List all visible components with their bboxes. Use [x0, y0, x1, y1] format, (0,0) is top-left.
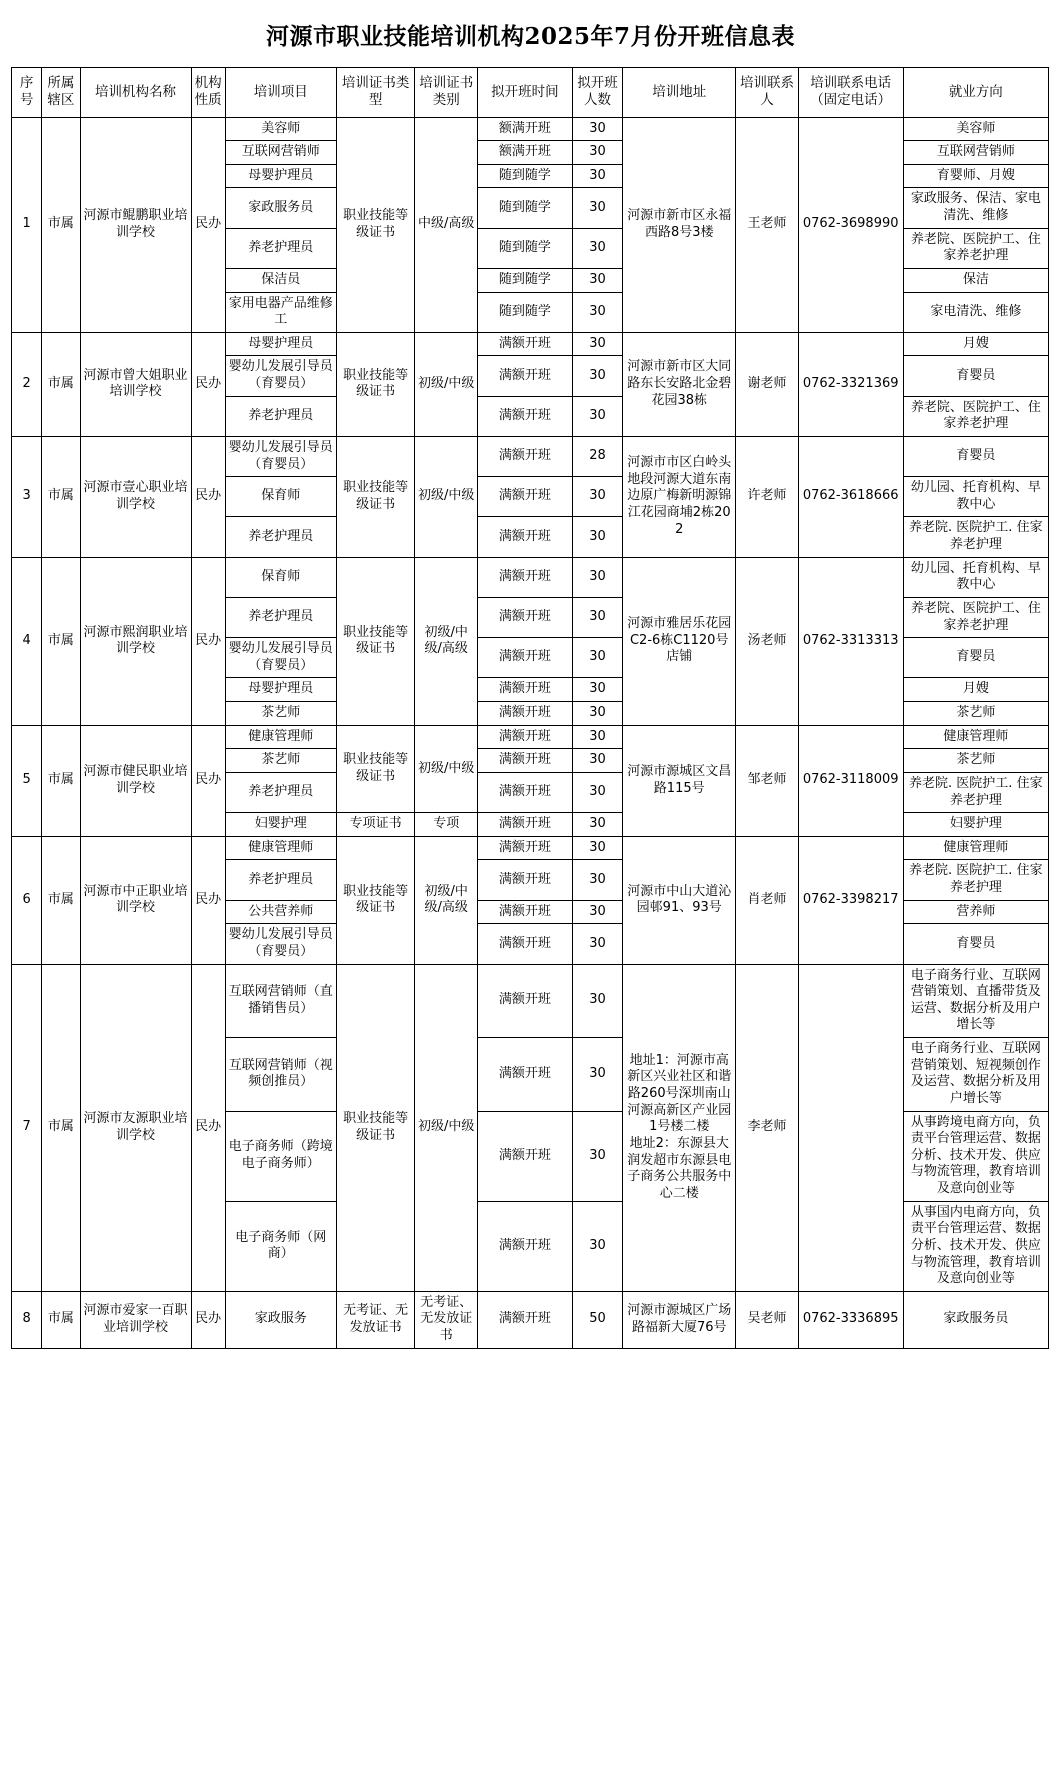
cell-start-time: 满额开班 [477, 1291, 572, 1348]
cell-start-time: 满额开班 [477, 813, 572, 837]
cell-nature: 民办 [191, 836, 225, 964]
cell-address: 河源市新市区永福西路8号3楼 [623, 117, 736, 332]
col-header-phone: 培训联系电话（固定电话） [798, 68, 903, 118]
table-row [12, 117, 1049, 141]
cell-start-time: 满额开班 [477, 638, 572, 678]
cell-project: 养老护理员 [225, 517, 336, 557]
cell-headcount: 30 [572, 164, 622, 188]
cell-direction: 月嫂 [903, 332, 1048, 356]
cell-address: 河源市市区白岭头地段河源大道东南边原广梅新明源锦江花园商埔2栋202 [623, 436, 736, 557]
cell-direction: 茶艺师 [903, 702, 1048, 726]
table-body [12, 117, 1049, 1348]
cell-project: 家政服务 [225, 1291, 336, 1348]
cell-contact: 李老师 [736, 964, 799, 1291]
cell-headcount: 30 [572, 860, 622, 900]
cell-headcount: 50 [572, 1291, 622, 1348]
cell-address: 河源市源城区文昌路115号 [623, 725, 736, 836]
cell-project: 互联网营销师（直播销售员） [225, 964, 336, 1038]
col-header-org: 培训机构名称 [80, 68, 191, 118]
cell-direction: 育婴员 [903, 924, 1048, 964]
cell-start-time: 满额开班 [477, 356, 572, 396]
cell-direction: 幼儿园、托育机构、早教中心 [903, 557, 1048, 597]
cell-headcount: 30 [572, 517, 622, 557]
cell-direction: 养老院. 医院护工. 住家养老护理 [903, 860, 1048, 900]
cell-start-time: 随到随学 [477, 292, 572, 332]
cell-project: 保育师 [225, 557, 336, 597]
cell-contact: 肖老师 [736, 836, 799, 964]
cell-start-time: 满额开班 [477, 924, 572, 964]
cell-phone [798, 964, 903, 1291]
cell-nature: 民办 [191, 332, 225, 436]
cell-district: 市属 [42, 436, 80, 557]
cell-cert-type: 无考证、无发放证书 [336, 1291, 415, 1348]
cell-direction: 养老院. 医院护工. 住家养老护理 [903, 517, 1048, 557]
cell-start-time: 满额开班 [477, 900, 572, 924]
cell-contact: 许老师 [736, 436, 799, 557]
cell-start-time: 满额开班 [477, 332, 572, 356]
cell-cert-category: 初级/中级/高级 [415, 557, 478, 725]
cell-start-time: 随到随学 [477, 268, 572, 292]
cell-sn: 6 [12, 836, 42, 964]
cell-direction: 茶艺师 [903, 749, 1048, 773]
cell-contact: 谢老师 [736, 332, 799, 436]
cell-cert-category: 专项 [415, 813, 478, 837]
cell-cert-type: 职业技能等级证书 [336, 436, 415, 557]
col-header-headcount: 拟开班人数 [572, 68, 622, 118]
cell-start-time: 随到随学 [477, 164, 572, 188]
cell-project: 保育师 [225, 477, 336, 517]
cell-sn: 7 [12, 964, 42, 1291]
cell-cert-category: 无考证、无发放证书 [415, 1291, 478, 1348]
cell-headcount: 30 [572, 772, 622, 812]
cell-headcount: 28 [572, 436, 622, 476]
cell-project: 公共营养师 [225, 900, 336, 924]
cell-nature: 民办 [191, 557, 225, 725]
cell-cert-type: 职业技能等级证书 [336, 725, 415, 813]
cell-project: 母婴护理员 [225, 164, 336, 188]
cell-direction: 育婴员 [903, 638, 1048, 678]
cell-project: 母婴护理员 [225, 332, 336, 356]
cell-project: 养老护理员 [225, 396, 336, 436]
cell-direction: 保洁 [903, 268, 1048, 292]
table-header [12, 68, 1049, 118]
cell-sn: 8 [12, 1291, 42, 1348]
cell-project: 养老护理员 [225, 597, 336, 637]
cell-project: 婴幼儿发展引导员（育婴员） [225, 436, 336, 476]
cell-direction: 家政服务员 [903, 1291, 1048, 1348]
cell-start-time: 满额开班 [477, 597, 572, 637]
cell-start-time: 满额开班 [477, 678, 572, 702]
cell-cert-category: 初级/中级/高级 [415, 836, 478, 964]
cell-cert-type: 职业技能等级证书 [336, 117, 415, 332]
cell-headcount: 30 [572, 678, 622, 702]
cell-start-time: 满额开班 [477, 860, 572, 900]
cell-direction: 家电清洗、维修 [903, 292, 1048, 332]
cell-district: 市属 [42, 332, 80, 436]
cell-contact: 邹老师 [736, 725, 799, 836]
cell-headcount: 30 [572, 141, 622, 165]
cell-headcount: 30 [572, 836, 622, 860]
cell-start-time: 满额开班 [477, 1111, 572, 1201]
cell-project: 家用电器产品维修工 [225, 292, 336, 332]
cell-org: 河源市爱家一百职业培训学校 [80, 1291, 191, 1348]
cell-start-time: 满额开班 [477, 772, 572, 812]
cell-direction: 互联网营销师 [903, 141, 1048, 165]
cell-direction: 育婴师、月嫂 [903, 164, 1048, 188]
cell-contact: 吴老师 [736, 1291, 799, 1348]
cell-project: 茶艺师 [225, 749, 336, 773]
col-header-nature: 机构性质 [191, 68, 225, 118]
cell-headcount: 30 [572, 332, 622, 356]
cell-nature: 民办 [191, 964, 225, 1291]
cell-project: 婴幼儿发展引导员（育婴员） [225, 356, 336, 396]
cell-project: 养老护理员 [225, 860, 336, 900]
cell-address: 河源市中山大道沁园邨91、93号 [623, 836, 736, 964]
cell-headcount: 30 [572, 117, 622, 141]
cell-sn: 4 [12, 557, 42, 725]
cell-sn: 5 [12, 725, 42, 836]
cell-headcount: 30 [572, 900, 622, 924]
cell-cert-category: 初级/中级 [415, 436, 478, 557]
cell-direction: 幼儿园、托育机构、早教中心 [903, 477, 1048, 517]
cell-cert-category: 初级/中级 [415, 332, 478, 436]
cell-org: 河源市鲲鹏职业培训学校 [80, 117, 191, 332]
training-info-table [11, 67, 1049, 1349]
cell-direction: 养老院、医院护工、住家养老护理 [903, 396, 1048, 436]
cell-nature: 民办 [191, 117, 225, 332]
cell-start-time: 满额开班 [477, 1201, 572, 1291]
cell-project: 妇婴护理 [225, 813, 336, 837]
cell-headcount: 30 [572, 356, 622, 396]
cell-org: 河源市熙润职业培训学校 [80, 557, 191, 725]
cell-start-time: 满额开班 [477, 725, 572, 749]
cell-direction: 电子商务行业、互联网营销策划、直播带货及运营、数据分析及用户增长等 [903, 964, 1048, 1038]
col-header-district: 所属辖区 [42, 68, 80, 118]
cell-sn: 3 [12, 436, 42, 557]
cell-district: 市属 [42, 964, 80, 1291]
cell-cert-category: 初级/中级 [415, 725, 478, 813]
cell-project: 母婴护理员 [225, 678, 336, 702]
cell-start-time: 满额开班 [477, 964, 572, 1038]
cell-address: 河源市新市区大同路东长安路北金碧花园38栋 [623, 332, 736, 436]
cell-address: 河源市雅居乐花园C2-6栋C1120号店铺 [623, 557, 736, 725]
cell-headcount: 30 [572, 292, 622, 332]
cell-cert-category: 初级/中级 [415, 964, 478, 1291]
cell-start-time: 随到随学 [477, 228, 572, 268]
table-row [12, 836, 1049, 860]
cell-start-time: 满额开班 [477, 396, 572, 436]
cell-org: 河源市曾大姐职业培训学校 [80, 332, 191, 436]
cell-project: 健康管理师 [225, 725, 336, 749]
cell-start-time: 随到随学 [477, 188, 572, 228]
cell-cert-category: 中级/高级 [415, 117, 478, 332]
cell-project: 美容师 [225, 117, 336, 141]
cell-start-time: 满额开班 [477, 517, 572, 557]
cell-headcount: 30 [572, 725, 622, 749]
cell-nature: 民办 [191, 1291, 225, 1348]
cell-direction: 从事国内电商方向，负责平台管理运营、数据分析、技术开发、供应与物流管理，教育培训及意向创业等 [903, 1201, 1048, 1291]
col-header-project: 培训项目 [225, 68, 336, 118]
cell-org: 河源市壹心职业培训学校 [80, 436, 191, 557]
cell-cert-type: 职业技能等级证书 [336, 836, 415, 964]
cell-direction: 电子商务行业、互联网营销策划、短视频创作及运营、数据分析及用户增长等 [903, 1038, 1048, 1112]
cell-headcount: 30 [572, 268, 622, 292]
cell-project: 电子商务师（网商） [225, 1201, 336, 1291]
cell-start-time: 满额开班 [477, 749, 572, 773]
cell-direction: 妇婴护理 [903, 813, 1048, 837]
cell-project: 婴幼儿发展引导员（育婴员） [225, 638, 336, 678]
page-title: 河源市职业技能培训机构2025年7月份开班信息表 [265, 23, 796, 50]
cell-phone: 0762-3336895 [798, 1291, 903, 1348]
cell-cert-type: 职业技能等级证书 [336, 332, 415, 436]
cell-start-time: 满额开班 [477, 477, 572, 517]
cell-start-time: 满额开班 [477, 702, 572, 726]
cell-headcount: 30 [572, 813, 622, 837]
cell-direction: 家政服务、保洁、家电清洗、维修 [903, 188, 1048, 228]
cell-project: 保洁员 [225, 268, 336, 292]
cell-headcount: 30 [572, 638, 622, 678]
cell-start-time: 满额开班 [477, 557, 572, 597]
cell-direction: 养老院、医院护工、住家养老护理 [903, 597, 1048, 637]
cell-project: 家政服务员 [225, 188, 336, 228]
cell-cert-type: 职业技能等级证书 [336, 557, 415, 725]
cell-project: 电子商务师（跨境电子商务师） [225, 1111, 336, 1201]
cell-district: 市属 [42, 836, 80, 964]
cell-cert-type: 专项证书 [336, 813, 415, 837]
col-header-cert-cat: 培训证书类别 [415, 68, 478, 118]
cell-direction: 营养师 [903, 900, 1048, 924]
cell-contact: 汤老师 [736, 557, 799, 725]
table-row [12, 557, 1049, 597]
cell-phone: 0762-3321369 [798, 332, 903, 436]
cell-headcount: 30 [572, 1111, 622, 1201]
cell-nature: 民办 [191, 436, 225, 557]
cell-headcount: 30 [572, 557, 622, 597]
cell-phone: 0762-3313313 [798, 557, 903, 725]
cell-direction: 健康管理师 [903, 725, 1048, 749]
cell-project: 茶艺师 [225, 702, 336, 726]
cell-district: 市属 [42, 557, 80, 725]
cell-phone: 0762-3618666 [798, 436, 903, 557]
col-header-start-time: 拟开班时间 [477, 68, 572, 118]
cell-headcount: 30 [572, 1038, 622, 1112]
cell-project: 互联网营销师 [225, 141, 336, 165]
cell-contact: 王老师 [736, 117, 799, 332]
cell-headcount: 30 [572, 477, 622, 517]
cell-sn: 1 [12, 117, 42, 332]
cell-org: 河源市健民职业培训学校 [80, 725, 191, 836]
table-row [12, 436, 1049, 476]
col-header-sn: 序号 [12, 68, 42, 118]
cell-headcount: 30 [572, 396, 622, 436]
header-row [12, 68, 1049, 118]
cell-headcount: 30 [572, 597, 622, 637]
cell-direction: 养老院. 医院护工. 住家养老护理 [903, 772, 1048, 812]
cell-district: 市属 [42, 117, 80, 332]
table-row [12, 725, 1049, 749]
col-header-contact: 培训联系人 [736, 68, 799, 118]
cell-project: 婴幼儿发展引导员（育婴员） [225, 924, 336, 964]
cell-direction: 育婴员 [903, 356, 1048, 396]
cell-project: 互联网营销师（视频创推员） [225, 1038, 336, 1112]
cell-district: 市属 [42, 725, 80, 836]
cell-headcount: 30 [572, 228, 622, 268]
cell-start-time: 满额开班 [477, 436, 572, 476]
cell-headcount: 30 [572, 964, 622, 1038]
cell-headcount: 30 [572, 924, 622, 964]
cell-project: 健康管理师 [225, 836, 336, 860]
cell-headcount: 30 [572, 702, 622, 726]
cell-sn: 2 [12, 332, 42, 436]
cell-headcount: 30 [572, 749, 622, 773]
cell-org: 河源市友源职业培训学校 [80, 964, 191, 1291]
cell-address: 河源市源城区广场路福新大厦76号 [623, 1291, 736, 1348]
cell-start-time: 满额开班 [477, 1038, 572, 1112]
cell-cert-type: 职业技能等级证书 [336, 964, 415, 1291]
col-header-cert-type: 培训证书类型 [336, 68, 415, 118]
cell-headcount: 30 [572, 1201, 622, 1291]
cell-project: 养老护理员 [225, 772, 336, 812]
cell-nature: 民办 [191, 725, 225, 836]
cell-start-time: 额满开班 [477, 117, 572, 141]
cell-phone: 0762-3398217 [798, 836, 903, 964]
cell-start-time: 额满开班 [477, 141, 572, 165]
cell-direction: 美容师 [903, 117, 1048, 141]
cell-start-time: 满额开班 [477, 836, 572, 860]
cell-direction: 养老院、医院护工、住家养老护理 [903, 228, 1048, 268]
table-row [12, 1291, 1049, 1348]
cell-direction: 健康管理师 [903, 836, 1048, 860]
cell-project: 养老护理员 [225, 228, 336, 268]
col-header-direction: 就业方向 [903, 68, 1048, 118]
table-row [12, 964, 1049, 1038]
table-row [12, 332, 1049, 356]
cell-direction: 从事跨境电商方向，负责平台管理运营、数据分析、技术开发、供应与物流管理，教育培训及意向创业等 [903, 1111, 1048, 1201]
cell-address: 地址1：河源市高新区兴业社区和谐路260号深圳南山河源高新区产业园1号楼二楼 地址2：东源县大润发超市东源县电子商务公共服务中心二楼 [623, 964, 736, 1291]
cell-org: 河源市中正职业培训学校 [80, 836, 191, 964]
cell-direction: 育婴员 [903, 436, 1048, 476]
cell-phone: 0762-3698990 [798, 117, 903, 332]
cell-phone: 0762-3118009 [798, 725, 903, 836]
cell-direction: 月嫂 [903, 678, 1048, 702]
cell-district: 市属 [42, 1291, 80, 1348]
cell-headcount: 30 [572, 188, 622, 228]
col-header-address: 培训地址 [623, 68, 736, 118]
